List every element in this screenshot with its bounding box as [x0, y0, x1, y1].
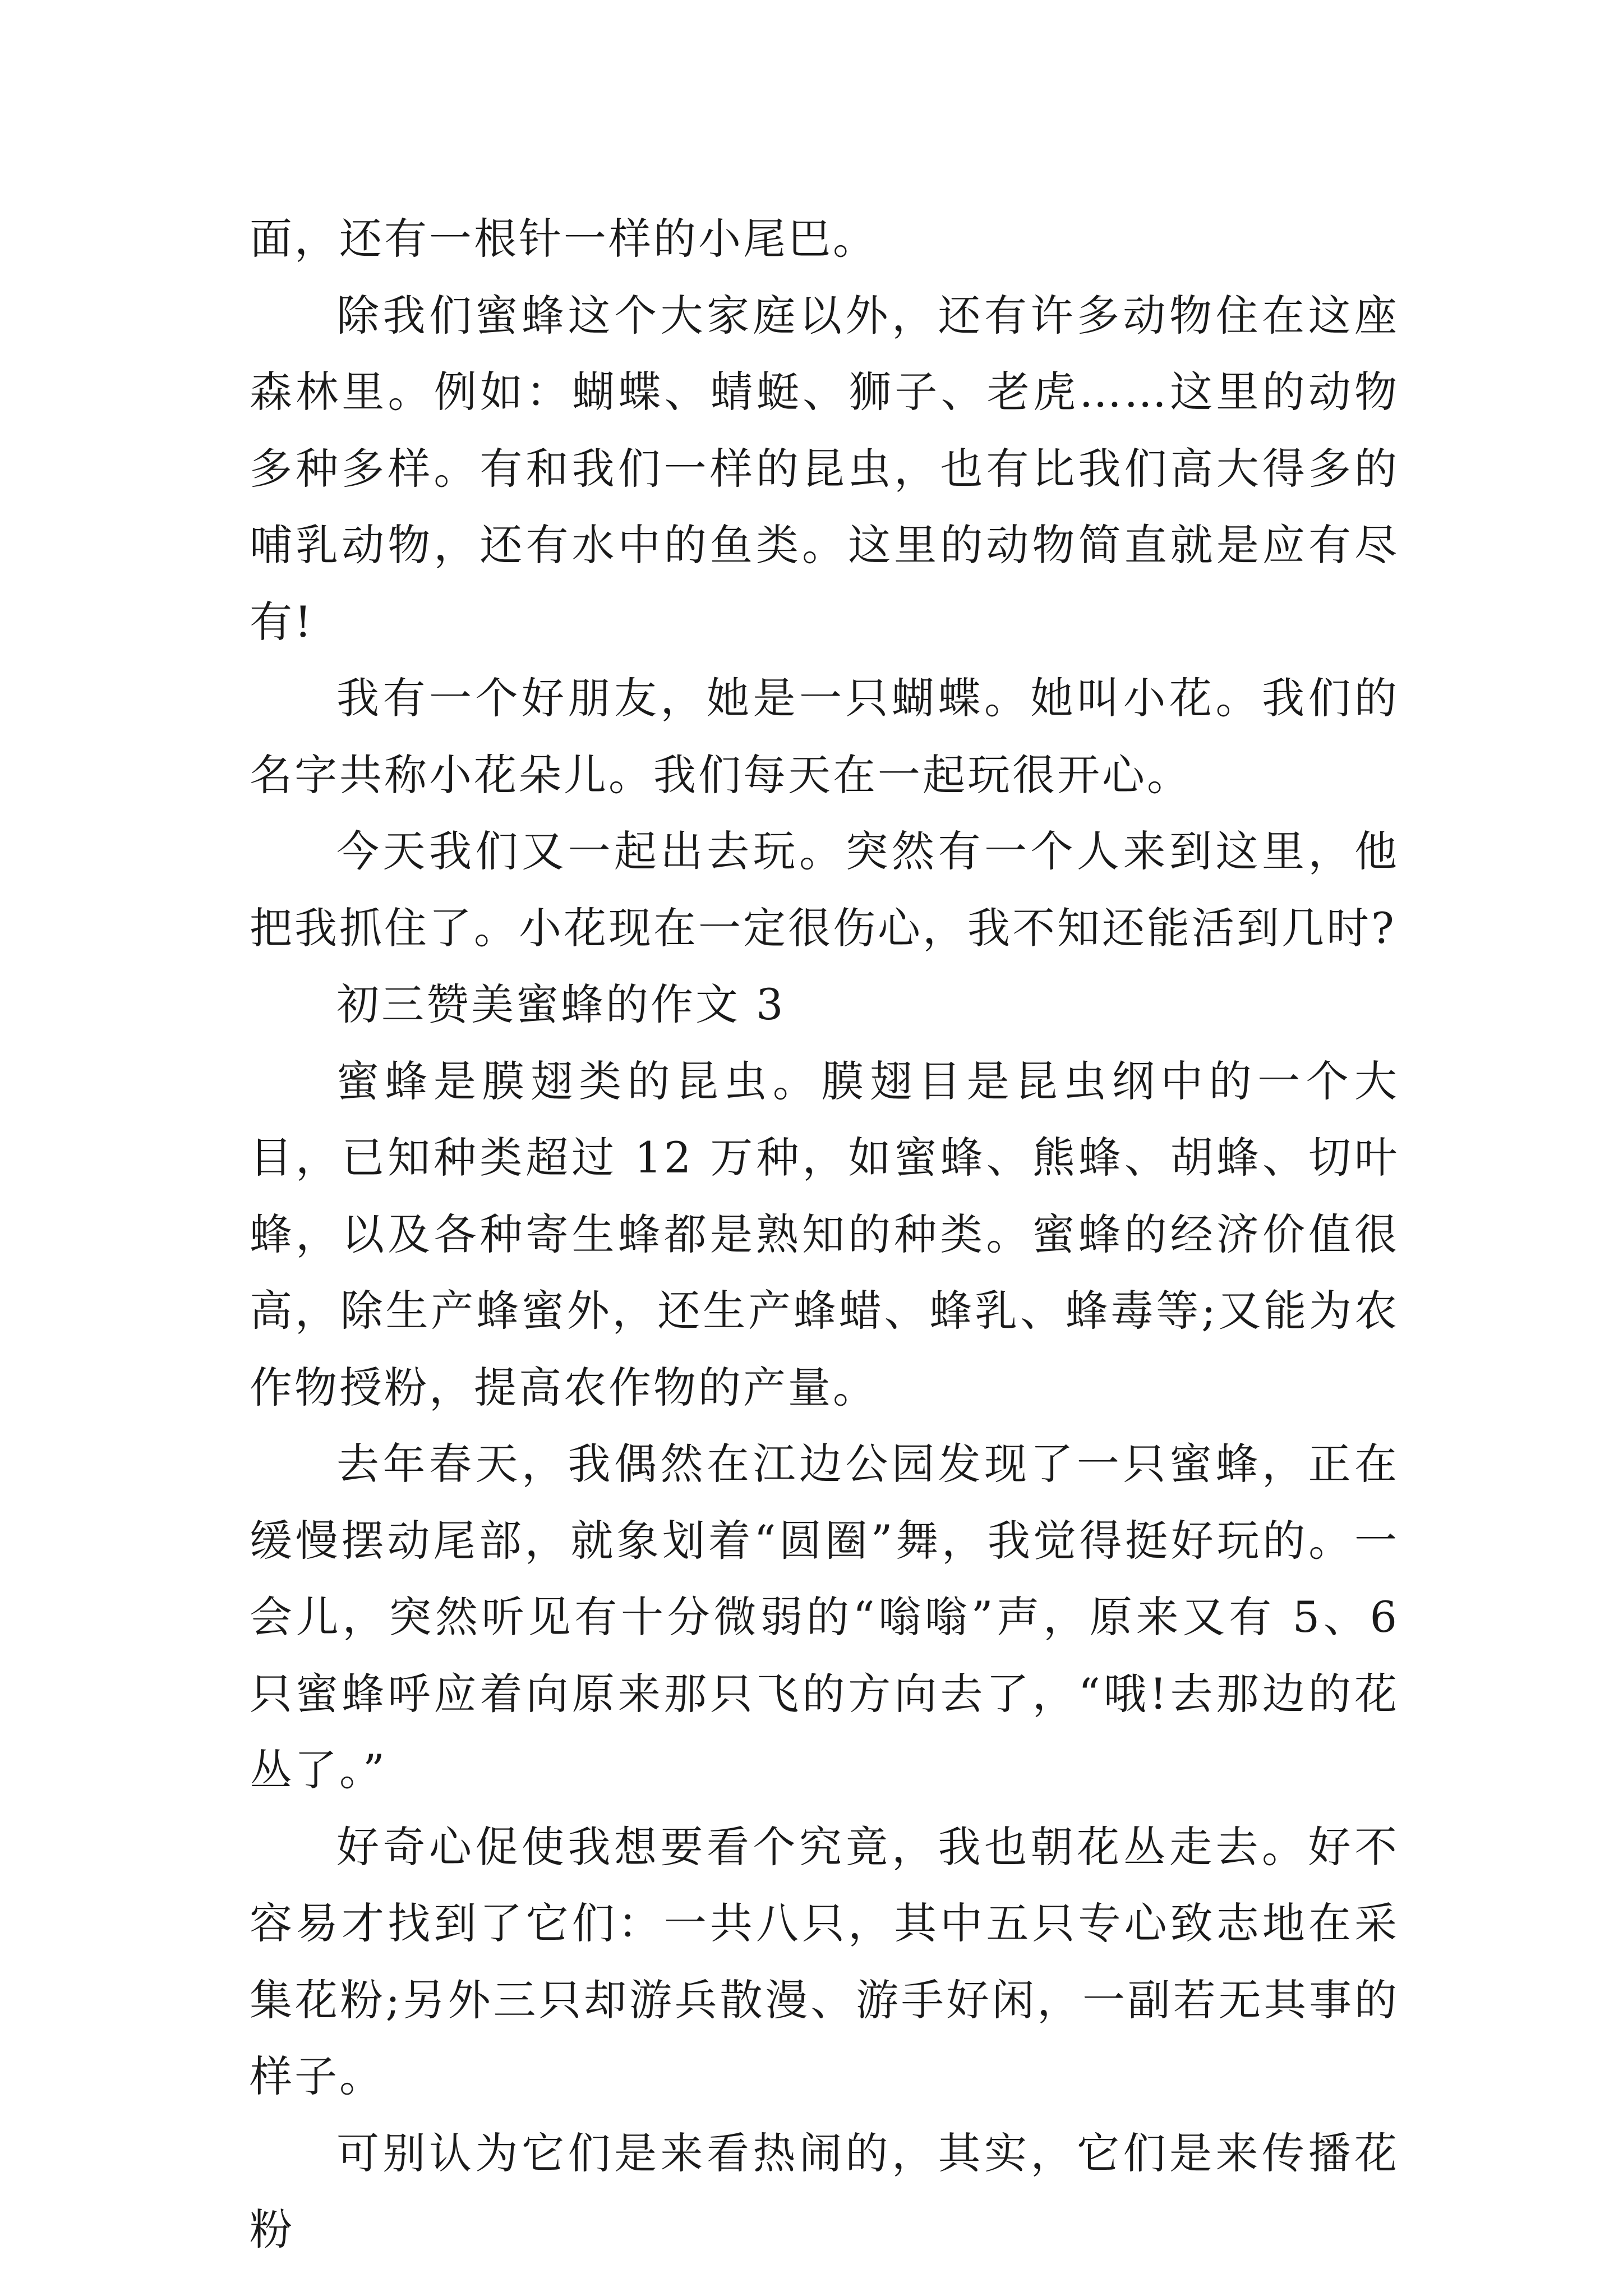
paragraph-3: 我有一个好朋友，她是一只蝴蝶。她叫小花。我们的名字共称小花朵儿。我们每天在一起玩很开心。	[250, 673, 1399, 800]
paragraph-5: 蜜蜂是膜翅类的昆虫。膜翅目是昆虫纲中的一个大目，已知种类超过 12 万种，如蜜蜂、熊蜂、胡蜂、切叶蜂，以及各种寄生蜂都是熟知的种类。蜜蜂的经济价值很高，除生产蜂蜜外，还生产蜂蜡、蜂乳、蜂毒等;又能为农作物授粉，提高农作物的产量。	[250, 1056, 1399, 1412]
essay-body	[250, 201, 1399, 2269]
paragraph-2: 除我们蜜蜂这个大家庭以外，还有许多动物住在这座森林里。例如：蝴蝶、蜻蜓、狮子、老虎……这里的动物多种多样。有和我们一样的昆虫，也有比我们高大得多的哺乳动物，还有水中的鱼类。这里的动物简直就是应有尽有!	[250, 290, 1399, 647]
paragraph-6: 去年春天，我偶然在江边公园发现了一只蜜蜂，正在缓慢摆动尾部，就象划着“圆圈”舞，我觉得挺好玩的。一会儿，突然听见有十分微弱的“嗡嗡”声，原来又有 5、6 只蜜蜂呼应着向原来那只飞的方向去了，“哦!去那边的花丛了。”	[250, 1439, 1399, 1795]
paragraph-4: 今天我们又一起出去玩。突然有一个人来到这里，他把我抓住了。小花现在一定很伤心，我不知还能活到几时?	[250, 826, 1399, 953]
paragraph-8: 可别认为它们是来看热闹的，其实，它们是来传播花粉	[250, 2128, 1399, 2254]
essay-heading: 初三赞美蜜蜂的作文 3	[336, 979, 786, 1029]
paragraph-1: 面，还有一根针一样的小尾巴。	[250, 214, 878, 264]
paragraph-7: 好奇心促使我想要看个究竟，我也朝花丛走去。好不容易才找到了它们：一共八只，其中五只专心致志地在采集花粉;另外三只却游兵散漫、游手好闲，一副若无其事的样子。	[250, 1821, 1399, 2101]
